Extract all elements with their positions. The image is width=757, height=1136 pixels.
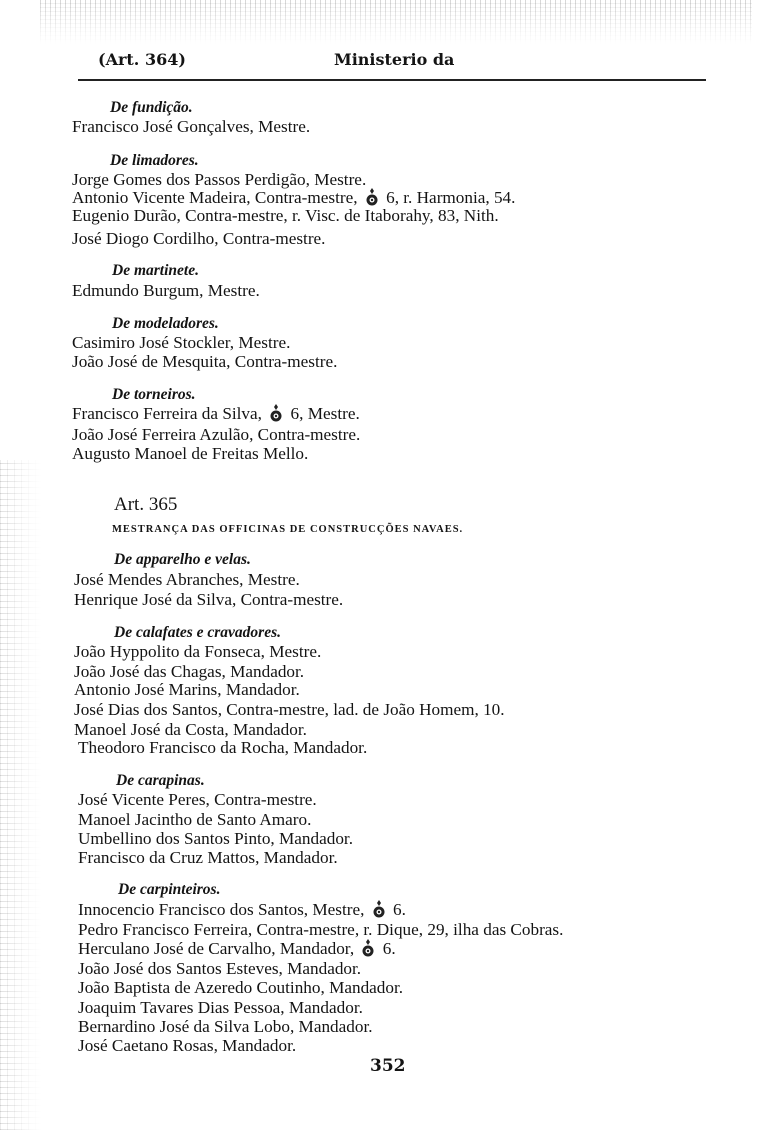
entry-line: José Caetano Rosas, Mandador. xyxy=(78,1036,297,1055)
order-insignia-icon xyxy=(360,939,376,957)
entry-line: Manoel José da Costa, Mandador. xyxy=(74,720,307,739)
section-heading: De fundição. xyxy=(110,99,193,116)
page-header xyxy=(98,50,708,74)
entry-line: Edmundo Burgum, Mestre. xyxy=(72,281,260,300)
entry-line: João José dos Santos Esteves, Mandador. xyxy=(78,959,362,978)
entry-line: João José Ferreira Azulão, Contra-mestre. xyxy=(72,425,361,444)
entry-line: José Mendes Abranches, Mestre. xyxy=(74,570,300,589)
entry-text: Herculano José de Carvalho, Mandador, xyxy=(78,939,355,958)
entry-line: Jorge Gomes dos Passos Perdigão, Mestre. xyxy=(72,170,367,189)
section-heading: De limadores. xyxy=(110,152,199,169)
entry-line: Casimiro José Stockler, Mestre. xyxy=(72,333,291,352)
entry-line: Joaquim Tavares Dias Pessoa, Mandador. xyxy=(78,998,363,1017)
entry-line xyxy=(72,404,360,424)
entry-text: 6, Mestre. xyxy=(290,404,360,423)
order-insignia-icon xyxy=(268,404,284,422)
entry-line: Umbellino dos Santos Pinto, Mandador. xyxy=(78,829,353,848)
entry-line xyxy=(78,900,406,920)
entry-line: João José das Chagas, Mandador. xyxy=(74,662,305,681)
article-heading: Art. 365 xyxy=(114,494,178,515)
entry-line xyxy=(72,188,515,208)
entry-text: 6, r. Harmonia, 54. xyxy=(386,188,516,207)
entry-text: Innocencio Francisco dos Santos, Mestre, xyxy=(78,900,365,919)
header-article: (Art. 364) xyxy=(98,50,186,69)
entry-line: José Dias dos Santos, Contra-mestre, lad. de João Homem, 10. xyxy=(74,700,505,719)
entry-line: Henrique José da Silva, Contra-mestre. xyxy=(74,590,344,609)
section-heading: De apparelho e velas. xyxy=(114,551,251,568)
entry-text: Francisco Ferreira da Silva, xyxy=(72,404,262,423)
entry-line xyxy=(78,939,396,959)
entry-line: João Baptista de Azeredo Coutinho, Mandador. xyxy=(78,978,404,997)
entry-line: José Diogo Cordilho, Contra-mestre. xyxy=(72,229,326,248)
entry-line: Pedro Francisco Ferreira, Contra-mestre, r. Dique, 29, ilha das Cobras. xyxy=(78,920,564,939)
section-heading: De martinete. xyxy=(112,262,199,279)
order-insignia-icon xyxy=(364,188,380,206)
scan-noise-left xyxy=(0,460,42,1130)
section-caption: MESTRANÇA DAS OFFICINAS DE CONSTRUCÇÕES NAVAES. xyxy=(112,524,464,535)
section-heading: De carapinas. xyxy=(116,772,205,789)
page-number: 352 xyxy=(370,1056,406,1076)
section-heading: De modeladores. xyxy=(112,315,219,332)
entry-line: Francisco José Gonçalves, Mestre. xyxy=(72,117,311,136)
header-title: Ministerio da xyxy=(334,50,455,69)
order-insignia-icon xyxy=(371,900,387,918)
entry-line: José Vicente Peres, Contra-mestre. xyxy=(78,790,317,809)
entry-line: Antonio José Marins, Mandador. xyxy=(74,680,300,699)
scan-noise-top xyxy=(40,0,752,44)
entry-line: João Hyppolito da Fonseca, Mestre. xyxy=(74,642,322,661)
entry-line: João José de Mesquita, Contra-mestre. xyxy=(72,352,338,371)
section-heading: De torneiros. xyxy=(112,386,196,403)
entry-line: Augusto Manoel de Freitas Mello. xyxy=(72,444,309,463)
entry-line: Bernardino José da Silva Lobo, Mandador. xyxy=(78,1017,373,1036)
section-heading: De calafates e cravadores. xyxy=(114,624,282,641)
entry-line: Theodoro Francisco da Rocha, Mandador. xyxy=(78,738,368,757)
entry-line: Manoel Jacintho de Santo Amaro. xyxy=(78,810,312,829)
entry-line: Eugenio Durão, Contra-mestre, r. Visc. de Itaborahy, 83, Nith. xyxy=(72,206,499,225)
header-rule xyxy=(78,79,706,81)
section-heading: De carpinteiros. xyxy=(118,881,221,898)
entry-text: 6. xyxy=(393,900,406,919)
entry-text: 6. xyxy=(382,939,396,958)
entry-text: Antonio Vicente Madeira, Contra-mestre, xyxy=(72,188,358,207)
entry-line: Francisco da Cruz Mattos, Mandador. xyxy=(78,848,338,867)
